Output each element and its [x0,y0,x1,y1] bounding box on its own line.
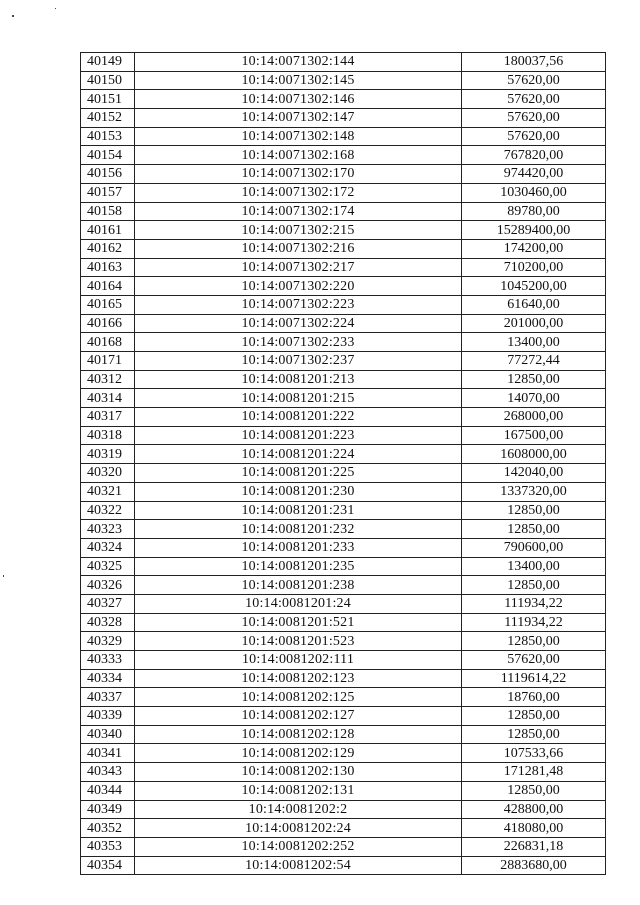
row-number-cell: 40344 [81,781,135,800]
cadastral-number-cell: 10:14:0081202:130 [135,763,462,782]
cadastral-number-cell: 10:14:0071302:224 [135,314,462,333]
cadastral-number-cell: 10:14:0071302:170 [135,165,462,184]
cadastral-number-cell: 10:14:0081202:111 [135,651,462,670]
row-number-cell: 40352 [81,819,135,838]
table-row [81,464,606,483]
cadastral-number-cell: 10:14:0071302:145 [135,71,462,90]
row-number-cell: 40354 [81,856,135,875]
cadastral-number-cell: 10:14:0081202:125 [135,688,462,707]
cadastral-value-cell: 1337320,00 [462,482,606,501]
cadastral-number-cell: 10:14:0071302:146 [135,90,462,109]
cadastral-number-cell: 10:14:0071302:215 [135,221,462,240]
cadastral-number-cell: 10:14:0081202:24 [135,819,462,838]
table-row [81,501,606,520]
table-row [81,90,606,109]
table-row [81,333,606,352]
cadastral-value-cell: 12850,00 [462,632,606,651]
row-number-cell: 40340 [81,725,135,744]
table-row [81,576,606,595]
table-row [81,71,606,90]
row-number-cell: 40323 [81,520,135,539]
cadastral-value-cell: 418080,00 [462,819,606,838]
cadastral-number-cell: 10:14:0081201:230 [135,482,462,501]
row-number-cell: 40163 [81,258,135,277]
table-row [81,202,606,221]
cadastral-number-cell: 10:14:0081202:131 [135,781,462,800]
cadastral-number-cell: 10:14:0081201:231 [135,501,462,520]
cadastral-number-cell: 10:14:0081201:233 [135,538,462,557]
cadastral-number-cell: 10:14:0071302:148 [135,127,462,146]
row-number-cell: 40324 [81,538,135,557]
row-number-cell: 40149 [81,53,135,72]
cadastral-value-cell: 710200,00 [462,258,606,277]
row-number-cell: 40327 [81,594,135,613]
cadastral-value-cell: 89780,00 [462,202,606,221]
row-number-cell: 40166 [81,314,135,333]
cadastral-number-cell: 10:14:0081202:127 [135,707,462,726]
scan-speck [12,15,14,17]
cadastral-value-cell: 1119614,22 [462,669,606,688]
table-row [81,314,606,333]
cadastral-value-cell: 57620,00 [462,71,606,90]
table-row [81,258,606,277]
cadastral-number-cell: 10:14:0081202:54 [135,856,462,875]
cadastral-value-cell: 111934,22 [462,613,606,632]
cadastral-value-cell: 57620,00 [462,127,606,146]
cadastral-value-cell: 12850,00 [462,576,606,595]
table-row [81,856,606,875]
table-row [81,538,606,557]
table-row [81,557,606,576]
row-number-cell: 40349 [81,800,135,819]
row-number-cell: 40156 [81,165,135,184]
cadastral-number-cell: 10:14:0071302:217 [135,258,462,277]
cadastral-value-cell: 180037,56 [462,53,606,72]
table-row [81,277,606,296]
table-row [81,426,606,445]
table-row [81,763,606,782]
row-number-cell: 40337 [81,688,135,707]
table-row [81,819,606,838]
cadastral-value-cell: 974420,00 [462,165,606,184]
cadastral-value-cell: 77272,44 [462,352,606,371]
table-row [81,594,606,613]
row-number-cell: 40320 [81,464,135,483]
cadastral-number-cell: 10:14:0071302:144 [135,53,462,72]
row-number-cell: 40353 [81,837,135,856]
row-number-cell: 40314 [81,389,135,408]
row-number-cell: 40318 [81,426,135,445]
cadastral-value-cell: 12850,00 [462,725,606,744]
row-number-cell: 40168 [81,333,135,352]
table-row [81,295,606,314]
cadastral-number-cell: 10:14:0081201:224 [135,445,462,464]
row-number-cell: 40317 [81,408,135,427]
cadastral-number-cell: 10:14:0081201:222 [135,408,462,427]
table-row [81,632,606,651]
cadastral-number-cell: 10:14:0081202:123 [135,669,462,688]
cadastral-value-cell: 57620,00 [462,651,606,670]
cadastral-number-cell: 10:14:0071302:223 [135,295,462,314]
cadastral-number-cell: 10:14:0081202:252 [135,837,462,856]
table-row [81,781,606,800]
row-number-cell: 40150 [81,71,135,90]
cadastral-value-cell: 171281,48 [462,763,606,782]
table-row [81,352,606,371]
cadastral-value-cell: 201000,00 [462,314,606,333]
cadastral-value-cell: 12850,00 [462,501,606,520]
table-row [81,669,606,688]
table-row [81,146,606,165]
table-row [81,725,606,744]
cadastral-value-cell: 12850,00 [462,370,606,389]
row-number-cell: 40319 [81,445,135,464]
row-number-cell: 40312 [81,370,135,389]
cadastral-value-cell: 111934,22 [462,594,606,613]
cadastral-number-cell: 10:14:0081202:129 [135,744,462,763]
table-row [81,53,606,72]
table-row [81,408,606,427]
table-row [81,651,606,670]
row-number-cell: 40341 [81,744,135,763]
table-row [81,370,606,389]
table-row [81,183,606,202]
row-number-cell: 40158 [81,202,135,221]
table-row [81,837,606,856]
row-number-cell: 40328 [81,613,135,632]
row-number-cell: 40334 [81,669,135,688]
cadastral-value-cell: 15289400,00 [462,221,606,240]
cadastral-number-cell: 10:14:0071302:237 [135,352,462,371]
cadastral-number-cell: 10:14:0071302:174 [135,202,462,221]
table-row [81,239,606,258]
cadastral-value-cell: 14070,00 [462,389,606,408]
row-number-cell: 40151 [81,90,135,109]
table-row [81,707,606,726]
cadastral-value-cell: 174200,00 [462,239,606,258]
cadastral-number-cell: 10:14:0081201:225 [135,464,462,483]
table-row [81,445,606,464]
row-number-cell: 40161 [81,221,135,240]
table-row [81,165,606,184]
row-number-cell: 40321 [81,482,135,501]
cadastral-value-cell: 167500,00 [462,426,606,445]
cadastral-value-cell: 107533,66 [462,744,606,763]
scan-speck [55,8,56,9]
cadastral-value-cell: 18760,00 [462,688,606,707]
row-number-cell: 40153 [81,127,135,146]
cadastral-value-cell: 1030460,00 [462,183,606,202]
scan-speck [3,575,4,577]
cadastral-number-cell: 10:14:0081201:235 [135,557,462,576]
cadastral-number-cell: 10:14:0071302:220 [135,277,462,296]
cadastral-value-cell: 57620,00 [462,109,606,128]
row-number-cell: 40165 [81,295,135,314]
row-number-cell: 40164 [81,277,135,296]
row-number-cell: 40343 [81,763,135,782]
cadastral-number-cell: 10:14:0081201:238 [135,576,462,595]
cadastral-value-cell: 12850,00 [462,520,606,539]
cadastral-number-cell: 10:14:0081201:521 [135,613,462,632]
table-row [81,744,606,763]
cadastral-value-cell: 2883680,00 [462,856,606,875]
row-number-cell: 40157 [81,183,135,202]
row-number-cell: 40154 [81,146,135,165]
row-number-cell: 40326 [81,576,135,595]
row-number-cell: 40162 [81,239,135,258]
row-number-cell: 40171 [81,352,135,371]
row-number-cell: 40152 [81,109,135,128]
table-row [81,800,606,819]
cadastral-number-cell: 10:14:0071302:216 [135,239,462,258]
cadastral-value-cell: 268000,00 [462,408,606,427]
cadastral-number-cell: 10:14:0081201:523 [135,632,462,651]
table-row [81,482,606,501]
cadastral-value-cell: 13400,00 [462,557,606,576]
cadastral-number-cell: 10:14:0071302:168 [135,146,462,165]
table-row [81,109,606,128]
cadastral-number-cell: 10:14:0081201:232 [135,520,462,539]
row-number-cell: 40329 [81,632,135,651]
cadastral-value-cell: 12850,00 [462,781,606,800]
cadastral-number-cell: 10:14:0081201:213 [135,370,462,389]
cadastral-number-cell: 10:14:0071302:147 [135,109,462,128]
cadastral-value-cell: 12850,00 [462,707,606,726]
cadastral-number-cell: 10:14:0081201:215 [135,389,462,408]
row-number-cell: 40333 [81,651,135,670]
cadastral-value-table [80,52,606,875]
cadastral-value-cell: 790600,00 [462,538,606,557]
row-number-cell: 40322 [81,501,135,520]
cadastral-number-cell: 10:14:0071302:233 [135,333,462,352]
cadastral-value-cell: 1608000,00 [462,445,606,464]
cadastral-value-cell: 226831,18 [462,837,606,856]
table-row [81,613,606,632]
cadastral-value-cell: 1045200,00 [462,277,606,296]
table-row [81,127,606,146]
row-number-cell: 40325 [81,557,135,576]
table-row [81,520,606,539]
table-row [81,688,606,707]
cadastral-number-cell: 10:14:0081202:128 [135,725,462,744]
row-number-cell: 40339 [81,707,135,726]
cadastral-number-cell: 10:14:0071302:172 [135,183,462,202]
cadastral-value-cell: 57620,00 [462,90,606,109]
cadastral-value-cell: 142040,00 [462,464,606,483]
table-row [81,389,606,408]
cadastral-number-cell: 10:14:0081201:223 [135,426,462,445]
cadastral-value-cell: 767820,00 [462,146,606,165]
table-row [81,221,606,240]
table-body [81,53,606,875]
cadastral-value-cell: 428800,00 [462,800,606,819]
cadastral-value-cell: 61640,00 [462,295,606,314]
cadastral-value-cell: 13400,00 [462,333,606,352]
cadastral-number-cell: 10:14:0081202:2 [135,800,462,819]
cadastral-number-cell: 10:14:0081201:24 [135,594,462,613]
